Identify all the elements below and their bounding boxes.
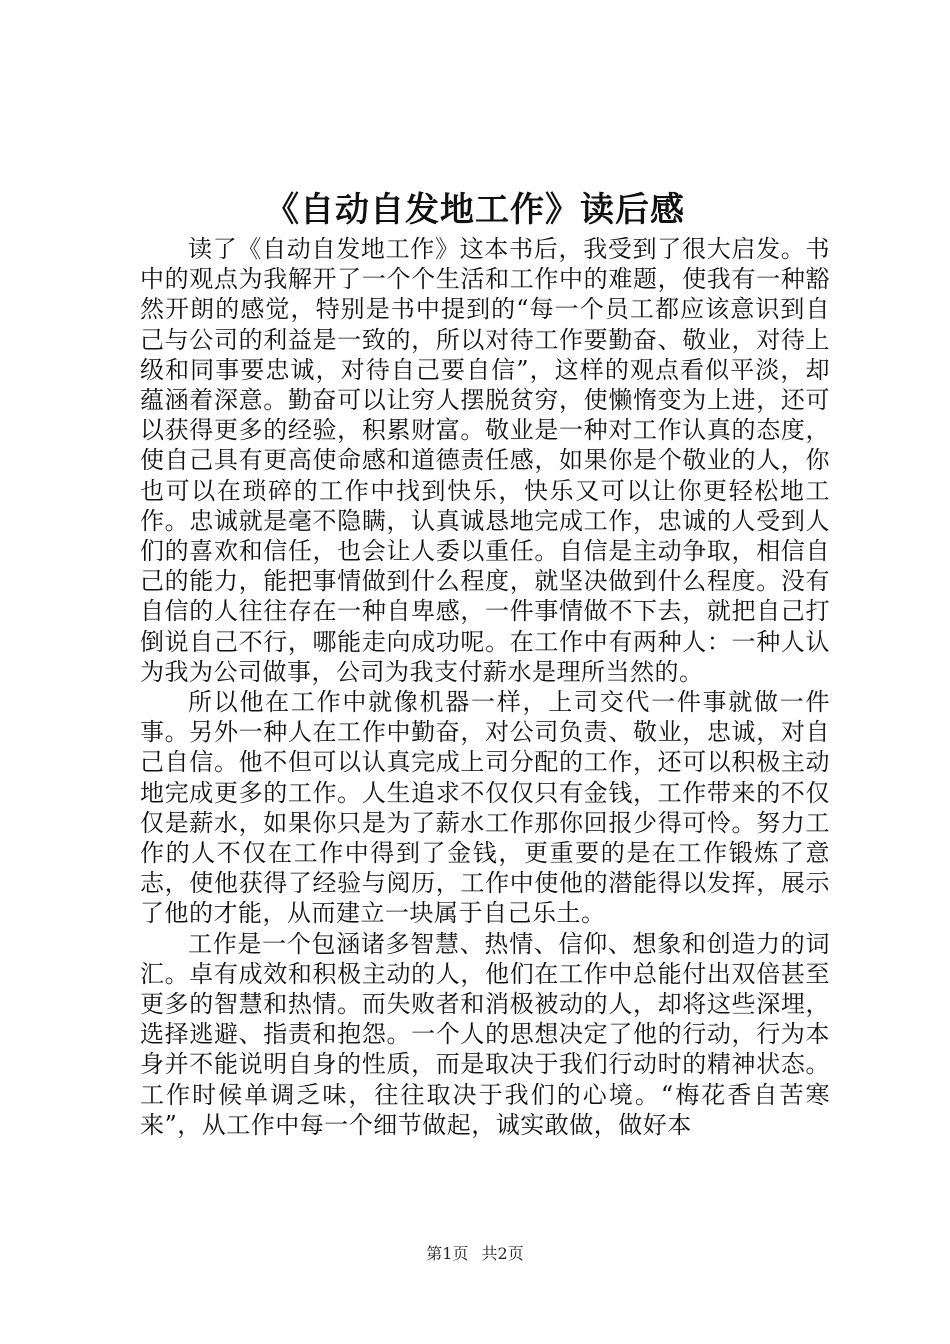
document-title: 《自动自发地工作》读后感 — [265, 190, 685, 230]
page-number-current: 第1页 — [426, 1244, 469, 1263]
page-footer — [0, 1242, 950, 1266]
document-body — [140, 234, 830, 1140]
paragraph: 工作是一个包涵诸多智慧、热情、信仰、想象和创造力的词汇。卓有成效和积极主动的人，他们在工作中总能付出双倍甚至更多的智慧和热情。而失败者和消极被动的人，却将这些深埋，选择逃避、指责和抱怨。一个人的思想决定了他的行动，行为本身并不能说明自身的性质，而是取决于我们行动时的精神状态。工作时候单调乏味，往往取决于我们的心境。“梅花香自苦寒来”，从工作中每一个细节做起，诚实敢做，做好本 — [140, 929, 830, 1139]
page-number-total: 共2页 — [481, 1244, 524, 1263]
paragraph: 所以他在工作中就像机器一样，上司交代一件事就做一件事。另外一种人在工作中勤奋，对公司负责、敬业，忠诚，对自己自信。他不但可以认真完成上司分配的工作，还可以积极主动地完成更多的工作。人生追求不仅仅只有金钱，工作带来的不仅仅是薪水，如果你只是为了薪水工作那你回报少得可怜。努力工作的人不仅在工作中得到了金钱，更重要的是在工作锻炼了意志，使他获得了经验与阅历，工作中使他的潜能得以发挥，展示了他的才能，从而建立一块属于自己乐土。 — [140, 688, 830, 928]
paragraph: 读了《自动自发地工作》这本书后，我受到了很大启发。书中的观点为我解开了一个个生活和工作中的难题，使我有一种豁然开朗的感觉，特别是书中提到的“每一个员工都应该意识到自己与公司的利益是一致的，所以对待工作要勤奋、敬业，对待上级和同事要忠诚，对待自己要自信”，这样的观点看似平淡，却蕴涵着深意。勤奋可以让穷人摆脱贫穷，使懒惰变为上进，还可以获得更多的经验，积累财富。敬业是一种对工作认真的态度，使自己具有更高使命感和道德责任感，如果你是个敬业的人，你也可以在琐碎的工作中找到快乐，快乐又可以让你更轻松地工作。忠诚就是毫不隐瞒，认真诚恳地完成工作，忠诚的人受到人们的喜欢和信任，也会让人委以重任。自信是主动争取，相信自己的能力，能把事情做到什么程度，就坚决做到什么程度。没有自信的人往往存在一种自卑感，一件事情做不下去，就把自己打倒说自己不行，哪能走向成功呢。在工作中有两种人：一种人认为我为公司做事，公司为我支付薪水是理所当然的。 — [140, 235, 830, 686]
